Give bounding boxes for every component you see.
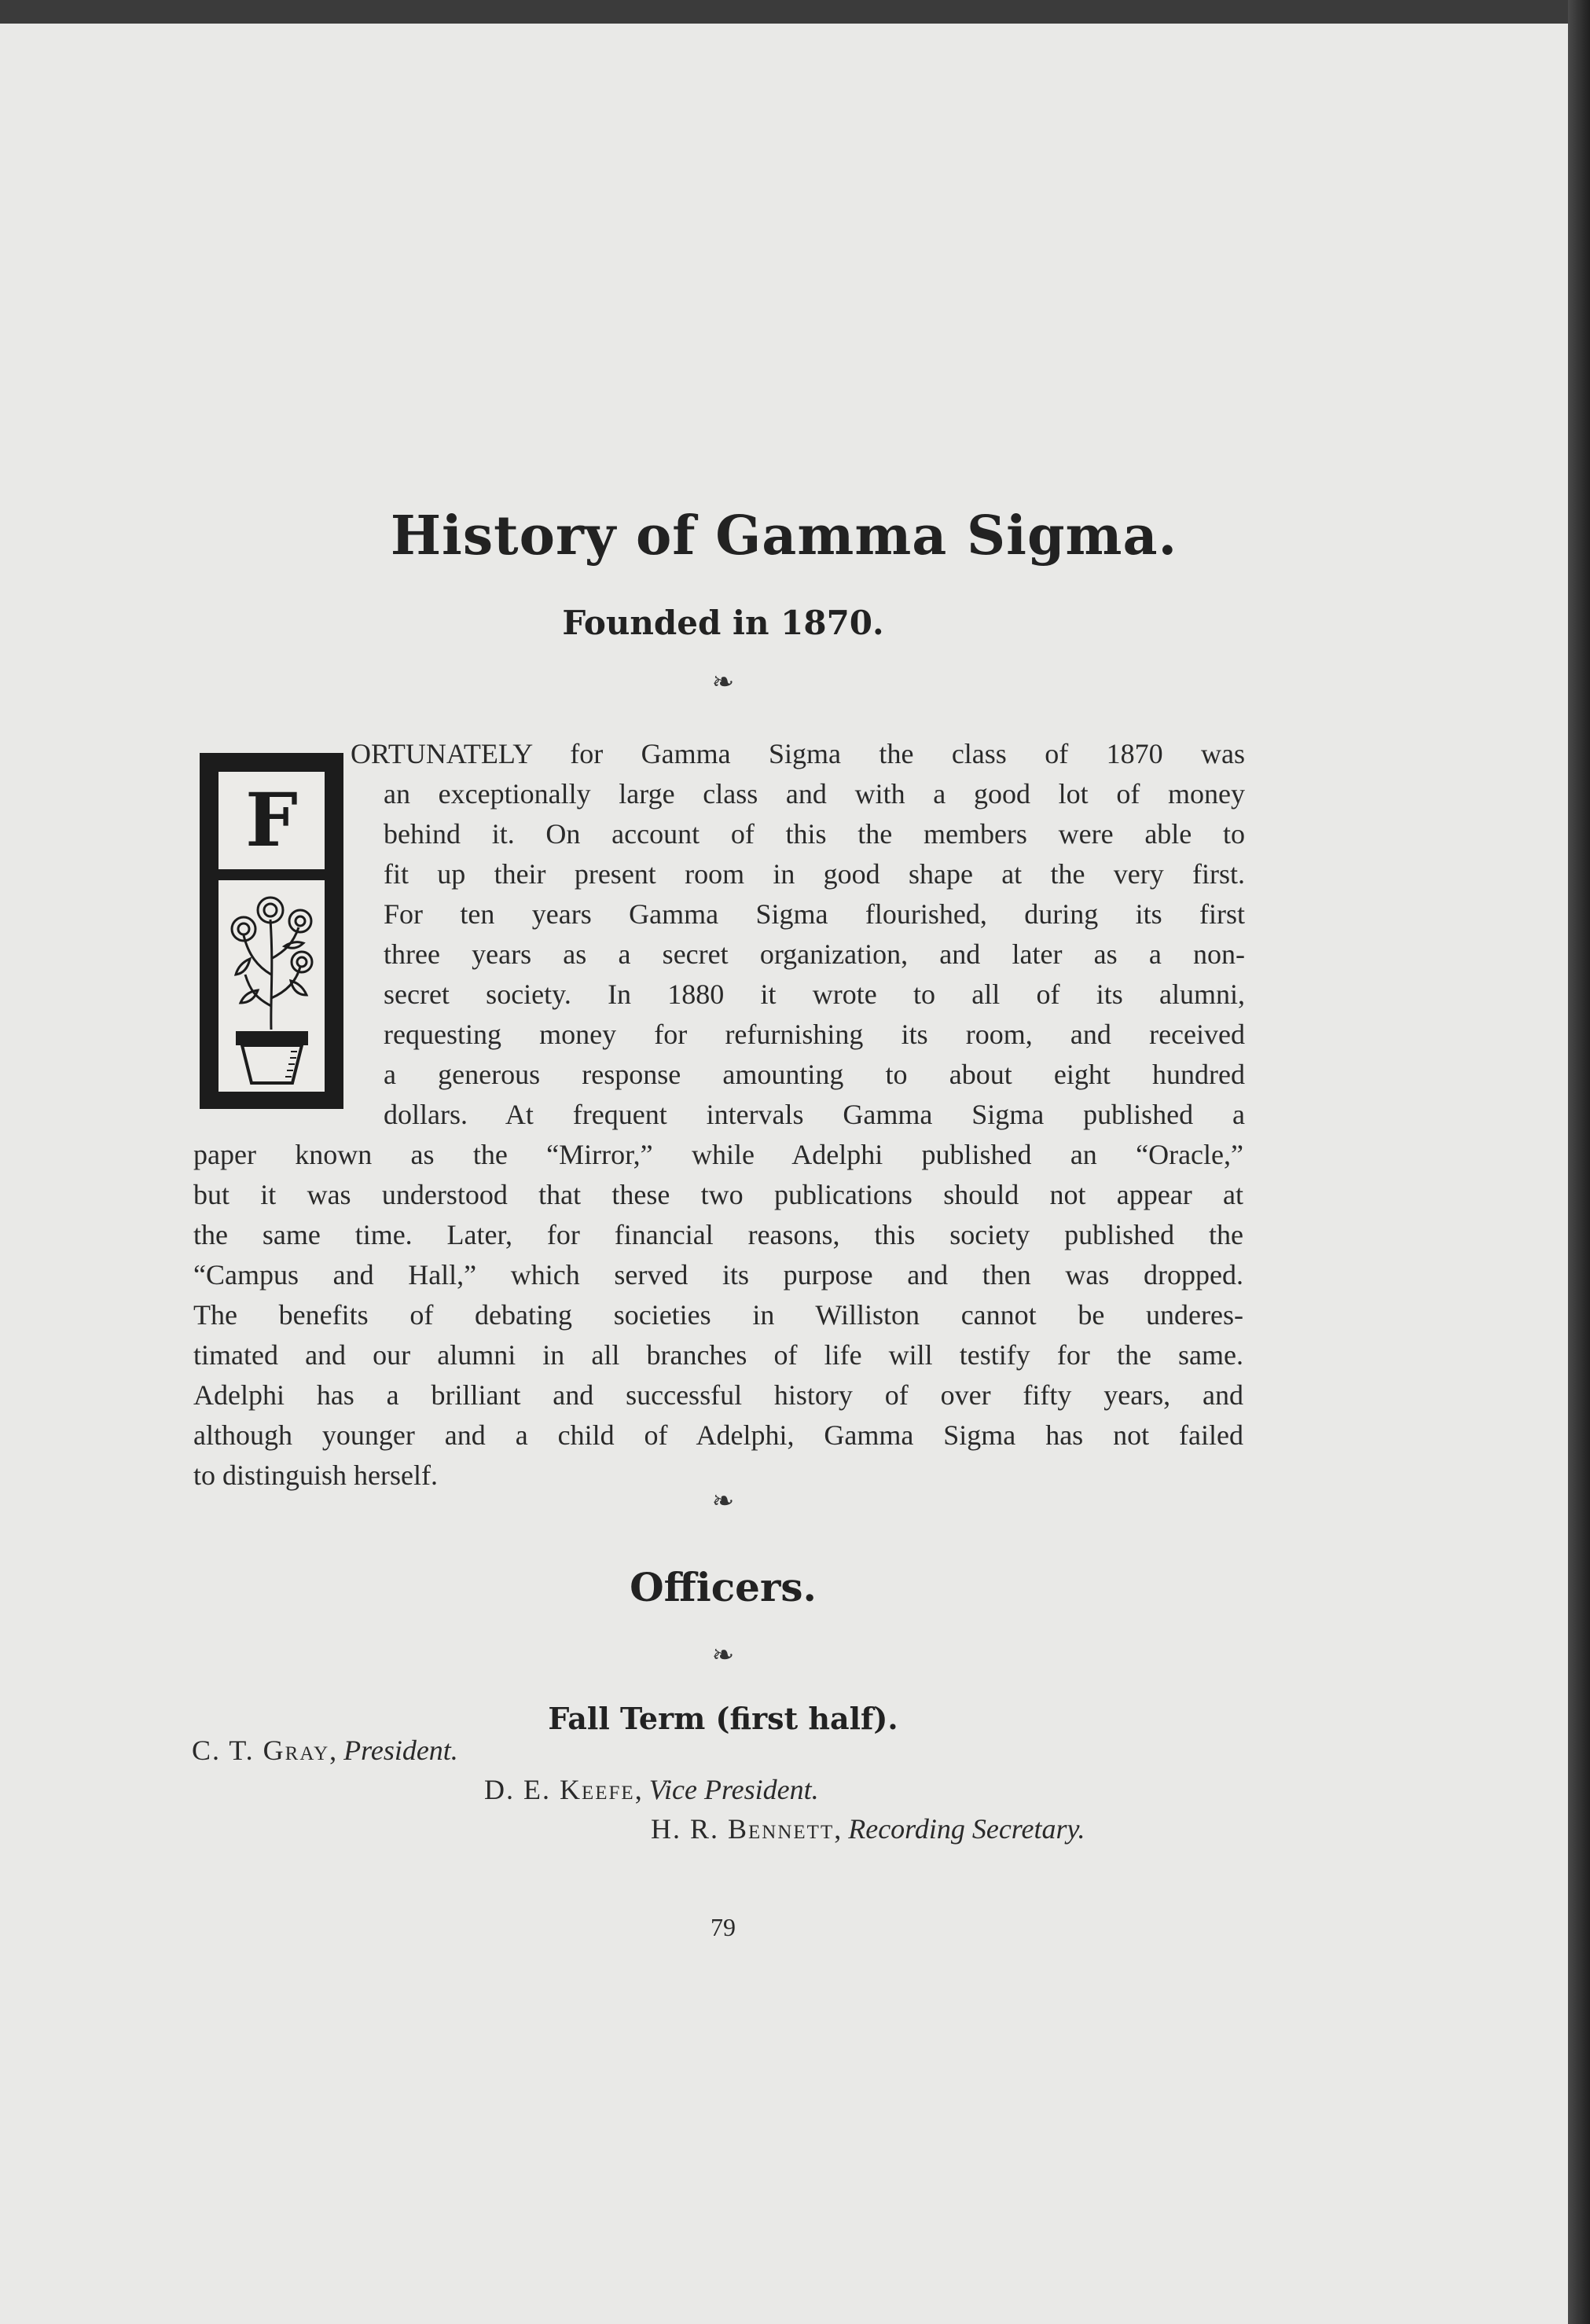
body-line: timated and our alumni in all branches of life will testify for the same. — [193, 1339, 1243, 1371]
body-line: The benefits of debating societies in Williston cannot be underes- — [193, 1299, 1243, 1331]
body-line: fit up their present room in good shape at the very first. — [384, 858, 1245, 890]
body-line: ORTUNATELY for Gamma Sigma the class of 1870 was — [351, 738, 1245, 769]
page-number: 79 — [711, 1913, 736, 1941]
officer-entry: H. R. Bennett, Recording Secretary. — [651, 1813, 1085, 1845]
body-line: behind it. On account of this the members were able to — [384, 818, 1245, 850]
officer-entry: C. T. Gray, President. — [192, 1735, 458, 1766]
body-narrow — [351, 734, 1245, 1135]
officer-name: H. R. Bennett — [651, 1813, 835, 1845]
officer-role: Vice President. — [648, 1774, 819, 1805]
body-line: but it was understood that these two publications should not appear at — [193, 1179, 1243, 1210]
body-line: “Campus and Hall,” which served its purpose and then was dropped. — [193, 1259, 1243, 1290]
officer-name: C. T. Gray — [192, 1735, 330, 1766]
body-line: an exceptionally large class and with a good lot of money — [384, 778, 1245, 810]
book-spine-edge — [1568, 0, 1590, 2324]
officer-role: President. — [343, 1735, 458, 1766]
flower-pot-icon — [218, 880, 325, 1092]
officer-name: D. E. Keefe — [484, 1774, 635, 1805]
body-wide — [193, 1135, 1243, 1496]
body-line: paper known as the “Mirror,” while Adelphi published an “Oracle,” — [193, 1139, 1243, 1170]
body-line: requesting money for refurnishing its room, and received — [384, 1019, 1245, 1050]
body-line: secret society. In 1880 it wrote to all of its alumni, — [384, 978, 1245, 1010]
drop-cap-letter: F — [218, 772, 325, 869]
body-line: the same time. Later, for financial reasons, this society published the — [193, 1219, 1243, 1250]
officers-heading: Officers. — [630, 1564, 817, 1610]
page-title: History of Gamma Sigma. — [390, 505, 1178, 567]
body-line: although younger and a child of Adelphi, Gamma Sigma has not failed — [193, 1419, 1243, 1451]
body-line: For ten years Gamma Sigma flourished, during its first — [384, 898, 1245, 930]
drop-cap-frame — [200, 753, 343, 1109]
body-line: Adelphi has a brilliant and successful history of over fifty years, and — [193, 1379, 1243, 1411]
ornament-1: ❧ — [711, 668, 735, 697]
body-line: three years as a secret organization, and later as a non- — [384, 938, 1245, 970]
body-line: a generous response amounting to about eight hundred — [384, 1059, 1245, 1090]
page-subtitle: Founded in 1870. — [562, 604, 884, 642]
page — [0, 24, 1568, 2324]
ornament-3: ❧ — [711, 1641, 735, 1670]
term-heading: Fall Term (first half). — [548, 1701, 898, 1736]
ornament-2: ❧ — [711, 1487, 735, 1516]
officer-role: Recording Secretary. — [848, 1813, 1085, 1845]
officer-entry: D. E. Keefe, Vice President. — [484, 1774, 819, 1805]
body-line: dollars. At frequent intervals Gamma Sigma published a — [384, 1099, 1245, 1130]
body-line: to distinguish herself. — [193, 1459, 438, 1491]
